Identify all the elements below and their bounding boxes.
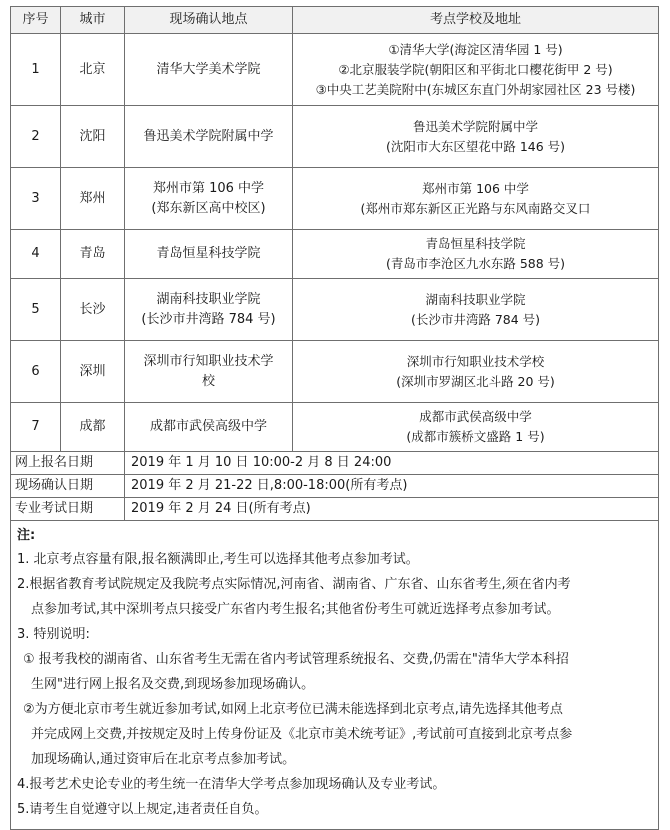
notes-row bbox=[11, 521, 659, 830]
venue-line: 青岛恒星科技学院 bbox=[425, 236, 526, 251]
row-site bbox=[125, 230, 293, 279]
table-row bbox=[11, 341, 659, 403]
site-line: 清华大学美术学院 bbox=[156, 61, 261, 77]
notes-title: 注: bbox=[17, 528, 36, 543]
site-line: (郑东新区高中校区) bbox=[151, 200, 266, 216]
site-line: 深圳市行知职业技术学 bbox=[143, 353, 274, 369]
row-site bbox=[125, 34, 293, 106]
header-confirm-site: 现场确认地点 bbox=[125, 7, 293, 34]
notes-section bbox=[11, 521, 659, 830]
header-no: 序号 bbox=[11, 7, 61, 34]
date-row-exam bbox=[11, 498, 659, 521]
venue-line: 鲁迅美术学院附属中学 bbox=[412, 118, 538, 134]
header-venue-address: 考点学校及地址 bbox=[293, 7, 659, 34]
row-no: 3 bbox=[11, 168, 61, 230]
venue-line: (沈阳市大东区望花中路 146 号) bbox=[385, 138, 566, 154]
row-city: 青岛 bbox=[61, 230, 125, 279]
row-city: 沈阳 bbox=[61, 106, 125, 168]
venue-line: ③中央工艺美院附中(东城区东直门外胡家园社区 23 号楼) bbox=[315, 81, 636, 97]
row-no: 7 bbox=[11, 403, 61, 452]
note-line: 生网"进行网上报名及交费,到现场参加现场确认。 bbox=[31, 677, 315, 692]
note-line: 4.报考艺术史论专业的考生统一在清华大学考点参加现场确认及专业考试。 bbox=[17, 777, 446, 792]
site-line: (长沙市井湾路 784 号) bbox=[141, 311, 276, 327]
table-row bbox=[11, 403, 659, 452]
venue-line: 湖南科技职业学院 bbox=[425, 291, 526, 307]
site-line: 郑州市第 106 中学 bbox=[152, 180, 265, 196]
row-no: 5 bbox=[11, 279, 61, 341]
venue-line: (成都市簇桥文盛路 1 号) bbox=[406, 429, 545, 444]
site-line: 青岛恒星科技学院 bbox=[156, 246, 261, 261]
date-value: 2019 年 2 月 21-22 日,8:00-18:00(所有考点) bbox=[125, 475, 659, 498]
table-row bbox=[11, 279, 659, 341]
site-line: 成都市武侯高级中学 bbox=[149, 419, 267, 434]
row-venue bbox=[293, 230, 659, 279]
date-value: 2019 年 1 月 10 日 10:00-2 月 8 日 24:00 bbox=[125, 452, 659, 475]
row-city: 长沙 bbox=[61, 279, 125, 341]
row-site bbox=[125, 279, 293, 341]
row-venue bbox=[293, 168, 659, 230]
row-venue bbox=[293, 279, 659, 341]
site-line: 鲁迅美术学院附属中学 bbox=[143, 128, 274, 144]
date-label: 现场确认日期 bbox=[11, 475, 125, 498]
note-line: 5.请考生自觉遵守以上规定,违者责任自负。 bbox=[17, 802, 268, 817]
row-city: 郑州 bbox=[61, 168, 125, 230]
row-no: 6 bbox=[11, 341, 61, 403]
row-no: 2 bbox=[11, 106, 61, 168]
note-line: 3. 特别说明: bbox=[17, 627, 90, 642]
table-row bbox=[11, 34, 659, 106]
row-venue bbox=[293, 403, 659, 452]
venue-line: (郑州市郑东新区正光路与东风南路交叉口 bbox=[360, 200, 591, 216]
date-value: 2019 年 2 月 24 日(所有考点) bbox=[125, 498, 659, 521]
note-line: 加现场确认,通过资审后在北京考点参加考试。 bbox=[31, 752, 296, 767]
site-line: 湖南科技职业学院 bbox=[156, 291, 261, 307]
venue-line: 成都市武侯高级中学 bbox=[419, 409, 532, 424]
row-venue bbox=[293, 34, 659, 106]
venue-line: (深圳市罗湖区北斗路 20 号) bbox=[396, 373, 555, 389]
header-city: 城市 bbox=[61, 7, 125, 34]
date-row-onsite-confirmation bbox=[11, 475, 659, 498]
site-line: 校 bbox=[201, 373, 215, 389]
note-line: 并完成网上交费,并按规定及时上传身份证及《北京市美术统考证》,考试前可直接到北京考点参 bbox=[31, 727, 573, 742]
note-line: ②为方便北京市考生就近参加考试,如网上北京考位已满未能选择到北京考点,请先选择其他考点 bbox=[23, 702, 563, 717]
row-city: 北京 bbox=[61, 34, 125, 106]
row-city: 深圳 bbox=[61, 341, 125, 403]
note-line: 2.根据省教育考试院规定及我院考点实际情况,河南省、湖南省、广东省、山东省考生,须在省内考 bbox=[17, 577, 571, 592]
note-line: 1. 北京考点容量有限,报名额满即止,考生可以选择其他考点参加考试。 bbox=[17, 552, 419, 567]
date-label: 网上报名日期 bbox=[11, 452, 125, 475]
row-site bbox=[125, 168, 293, 230]
venue-line: ②北京服装学院(朝阳区和平街北口樱花街甲 2 号) bbox=[338, 61, 613, 77]
row-site bbox=[125, 341, 293, 403]
table-row bbox=[11, 168, 659, 230]
row-no: 4 bbox=[11, 230, 61, 279]
venue-line: ①清华大学(海淀区清华园 1 号) bbox=[388, 41, 563, 57]
table-header-row bbox=[11, 7, 659, 34]
row-city: 成都 bbox=[61, 403, 125, 452]
date-label: 专业考试日期 bbox=[11, 498, 125, 521]
venue-line: (青岛市李沧区九水东路 588 号) bbox=[385, 256, 566, 271]
row-site bbox=[125, 403, 293, 452]
row-venue bbox=[293, 106, 659, 168]
table-row bbox=[11, 106, 659, 168]
venue-line: 深圳市行知职业技术学校 bbox=[406, 353, 545, 369]
table-row bbox=[11, 230, 659, 279]
venue-line: (长沙市井湾路 784 号) bbox=[410, 311, 541, 327]
row-venue bbox=[293, 341, 659, 403]
exam-venue-table bbox=[10, 6, 659, 830]
venue-line: 郑州市第 106 中学 bbox=[422, 180, 529, 196]
note-line: 点参加考试,其中深圳考点只接受广东省内考生报名;其他省份考生可就近选择考点参加考试。 bbox=[31, 602, 560, 617]
row-no: 1 bbox=[11, 34, 61, 106]
note-line: ① 报考我校的湖南省、山东省考生无需在省内考试管理系统报名、交费,仍需在"清华大学本科招 bbox=[23, 652, 569, 667]
date-row-online-registration bbox=[11, 452, 659, 475]
row-site bbox=[125, 106, 293, 168]
